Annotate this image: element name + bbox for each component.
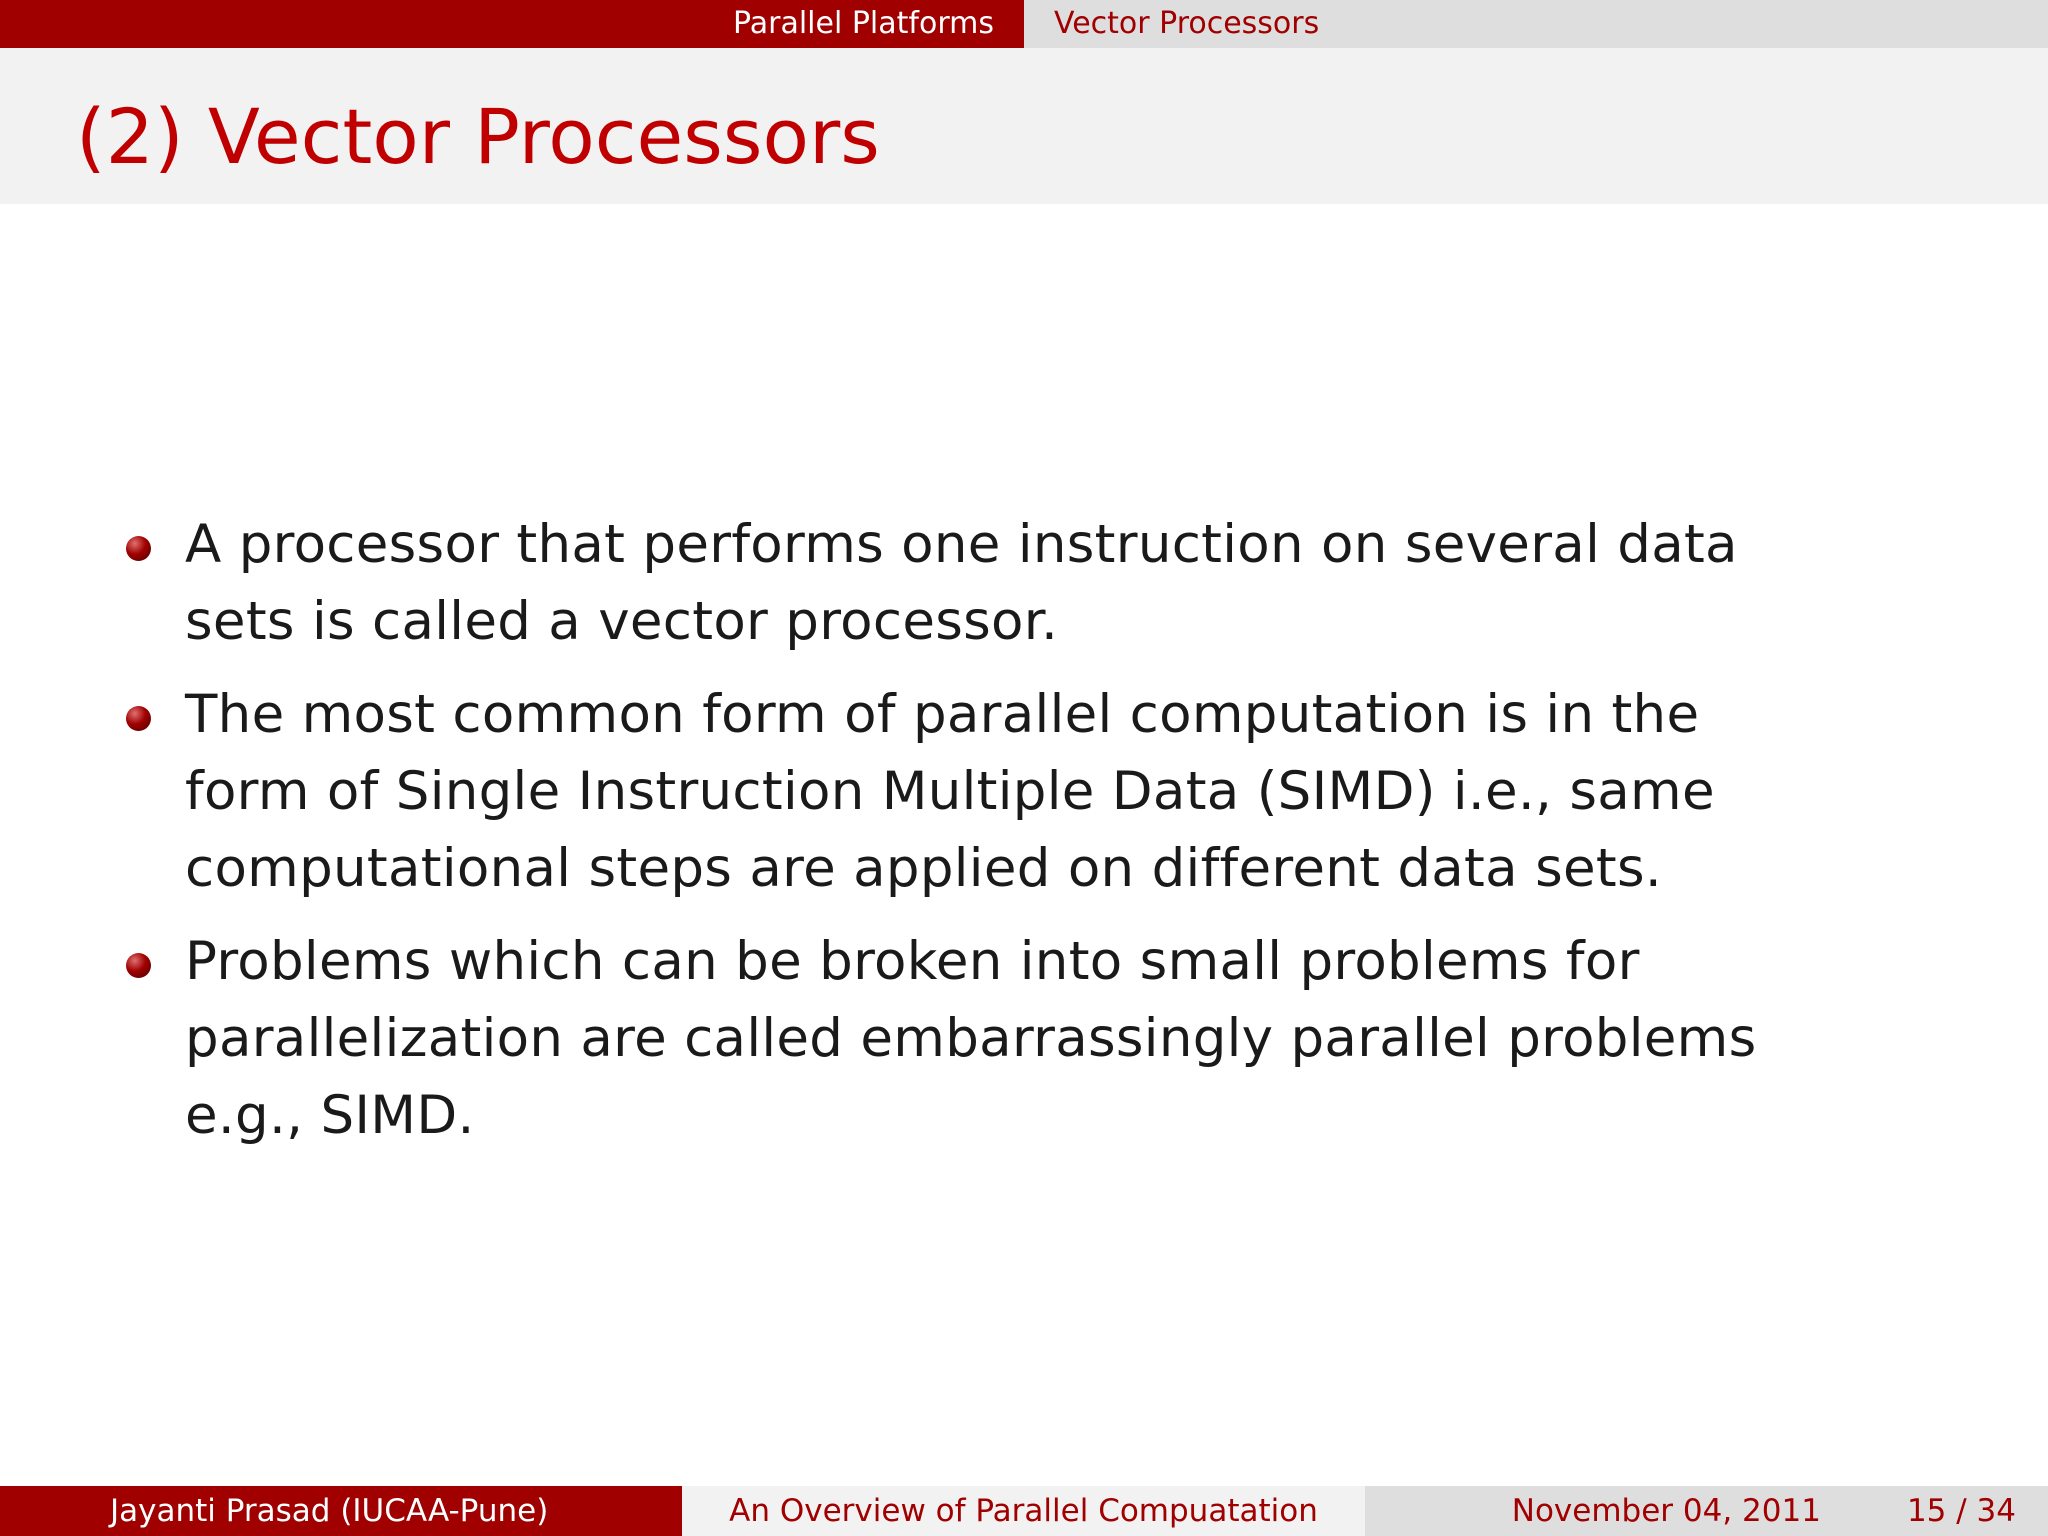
nav-subsection-link[interactable]: Vector Processors <box>1054 6 1320 41</box>
bullet-text: Problems which can be broken into small problems for parallelization are called embarrassingly parallel problems e.g., SIMD. <box>185 931 1757 1146</box>
bullet-item <box>0 506 1780 660</box>
footer <box>0 1486 2048 1536</box>
bullet-ball-icon <box>126 706 151 731</box>
frame-title: (2) Vector Processors <box>76 92 880 181</box>
bullet-item <box>0 923 1780 1154</box>
nav-section-area[interactable] <box>0 0 1024 48</box>
nav-subsection-area[interactable] <box>1024 0 2048 48</box>
bullet-ball-icon <box>126 536 151 561</box>
footer-date-box <box>1365 1486 2048 1536</box>
frame-title-band <box>0 48 2048 204</box>
bullet-text: The most common form of parallel computation is in the form of Single Instruction Multiple Data (SIMD) i.e., same computational steps are applied on different data sets. <box>185 684 1715 899</box>
footer-date: November 04, 2011 <box>1511 1493 1821 1529</box>
bullet-text: A processor that performs one instruction on several data sets is called a vector processor. <box>185 514 1738 652</box>
nav-section-link[interactable]: Parallel Platforms <box>733 6 994 41</box>
bullet-ball-icon <box>126 953 151 978</box>
navigation-bar <box>0 0 2048 48</box>
bullet-item <box>0 676 1780 907</box>
footer-page-number: 15 / 34 <box>1906 1493 2016 1529</box>
footer-title-box <box>682 1486 1365 1536</box>
footer-author-box <box>0 1486 682 1536</box>
footer-author: Jayanti Prasad (IUCAA-Pune) <box>110 1493 549 1529</box>
footer-talk-title: An Overview of Parallel Compuatation <box>729 1493 1318 1529</box>
bullet-list <box>0 506 2048 1170</box>
